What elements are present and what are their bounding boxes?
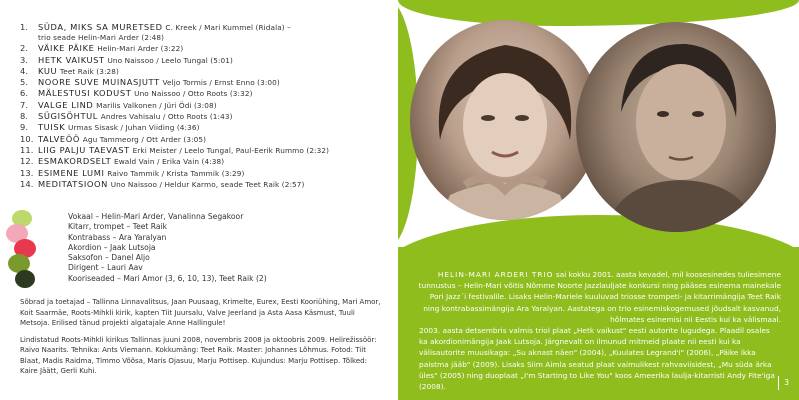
trio-name: HELIN-MARI ARDERI TRIO xyxy=(437,270,554,279)
track-credit: Uno Naissoo / Heldur Karmo, seade Teet Raik (2:57) xyxy=(110,179,305,189)
track-credit: Uno Naissoo / Otto Roots (3:32) xyxy=(134,89,253,99)
track-item xyxy=(20,111,380,122)
track-credit: Uno Naissoo / Leelo Tungal (5:01) xyxy=(107,55,233,65)
track-credit: Veljo Tormis / Ernst Enno (3:00) xyxy=(162,78,280,88)
dot-dark xyxy=(15,270,35,288)
track-body xyxy=(38,179,380,190)
track-body xyxy=(38,66,380,77)
track-number: 2. xyxy=(20,43,29,54)
track-body xyxy=(38,43,380,54)
man-photo-icon xyxy=(576,22,776,232)
track-title: ESMAKORDSELT xyxy=(38,156,112,167)
personnel-item: Saksofon – Danel Aljo xyxy=(68,253,150,263)
track-title: VÄIKE PÄIKE xyxy=(38,43,95,54)
track-number: 8. xyxy=(20,111,29,122)
track-body xyxy=(38,168,380,179)
track-number: 6. xyxy=(20,88,29,99)
track-title: SÜDA, MIKS SA MURETSED xyxy=(38,22,163,32)
bio-text-1: sai kokku 2001. aasta kevadel, mil koosesinedes tuliesimene tunnustus – Helin-Mari võitis Nõmme Noorte Jazzlauljate konkursi ning pääses esinema mainekale Pori Jazz´i festivalile. Lisaks Helin-Mariele kuuluvad triosse trompeti- ja kitarrimängija Teet Raik ning kontrabassimängija Ara Yaralyan. Aastatega on trio esinemiskogemused jõudsalt kasvanud, hõlmates esinemisi nii Eestis kui ka välismaal. xyxy=(418,270,781,324)
track-item xyxy=(20,88,380,99)
track-number: 7. xyxy=(20,99,29,110)
track-title: VALGE LIND xyxy=(38,99,94,110)
track-title: TUISK xyxy=(38,122,66,133)
track-item xyxy=(20,77,380,88)
personnel-item: Kooriseaded – Mari Amor (3, 6, 10, 13), Teet Raik (2) xyxy=(68,273,267,283)
track-body xyxy=(38,134,380,145)
track-number: 14. xyxy=(20,178,34,189)
thanks-paragraph: Sõbrad ja toetajad – Tallinna Linnavalitsus, Jaan Puusaag, Krimelte, Eurex, Eesti Kooriühing, Mari Amor, Koit Saarmäe, Roots-Mihkli kirik, kapten Tiit Juursalu, Valve Jeerland ja Asta Aasa Käsmust, Tuuli Metsoja. Erilised tänud projekti algatajale Anne Hallingule! xyxy=(20,298,381,327)
color-dots xyxy=(6,210,46,290)
track-item xyxy=(20,22,380,33)
track-number: 12. xyxy=(20,156,34,167)
track-credit: Helin-Mari Arder (3:22) xyxy=(97,44,184,54)
track-number: 13. xyxy=(20,167,34,178)
bio-paragraph-1 xyxy=(398,269,799,325)
track-title: TALVEÖÖ xyxy=(38,133,80,144)
personnel-item: Vokaal – Helin-Mari Arder, Vanalinna Segakoor xyxy=(68,212,244,221)
track-title: NOORE SUVE MUINASJUTT xyxy=(38,77,160,88)
track-number: 1. xyxy=(20,22,29,32)
woman-photo-icon xyxy=(410,20,600,220)
track-item xyxy=(20,168,380,179)
track-title: HETK VAIKUST xyxy=(38,54,105,65)
left-page xyxy=(0,0,398,400)
track-number: 11. xyxy=(20,144,34,155)
green-blob-top xyxy=(398,0,799,26)
track-item xyxy=(20,156,380,167)
track-body xyxy=(38,22,380,33)
track-title: KUU xyxy=(38,65,58,76)
track-credit: Urmas Sisask / Juhan Viiding (4:36) xyxy=(68,123,200,133)
green-blob-bottom xyxy=(398,215,799,275)
track-item xyxy=(20,134,380,145)
track-credit: Teet Raik (3:28) xyxy=(59,66,119,76)
track-body xyxy=(38,111,380,122)
man-portrait xyxy=(576,22,776,232)
track-body xyxy=(38,100,380,111)
track-credit: Erki Meister / Leelo Tungal, Paul-Eerik Rummo (2:32) xyxy=(132,145,330,155)
track-body xyxy=(38,156,380,167)
track-number: 3. xyxy=(20,54,29,65)
track-title: LIIG PALJU TAEVAST xyxy=(38,144,130,155)
track-number: 9. xyxy=(20,122,29,133)
personnel-item: Dirigent – Lauri Aav xyxy=(68,263,143,273)
woman-portrait xyxy=(410,20,600,220)
track-title: SÜGISÖHTUL xyxy=(38,111,99,122)
track-item xyxy=(20,55,380,66)
track-subline xyxy=(20,33,380,43)
track-body xyxy=(38,88,380,99)
track-item xyxy=(20,100,380,111)
personnel-item: Akordion – Jaak Lutsoja xyxy=(68,242,156,252)
track-credit: Ewald Vain / Erika Vain (4:38) xyxy=(114,157,225,167)
track-body xyxy=(38,145,380,156)
track-title: MEDITATSIOON xyxy=(38,178,108,189)
track-credit: C. Kreek / Mari Kummel (Ridala) – xyxy=(165,23,291,32)
track-number: 10. xyxy=(20,133,34,144)
track-arranger: trio seade Helin-Mari Arder (2:48) xyxy=(38,33,165,43)
track-list xyxy=(20,22,380,190)
personnel-item: Kontrabass – Ara Yaralyan xyxy=(68,232,167,242)
track-number: 5. xyxy=(20,77,29,88)
photo-panel xyxy=(398,0,799,247)
track-body xyxy=(38,122,380,133)
personnel-item: Kitarr, trompet – Teet Raik xyxy=(68,222,168,232)
right-page xyxy=(398,0,799,400)
page-number: 3 xyxy=(778,376,789,390)
track-title: MÄLESTUSI KODUST xyxy=(38,88,132,99)
track-credit: Raivo Tammik / Krista Tammik (3:29) xyxy=(107,168,245,178)
track-number: 4. xyxy=(20,65,29,76)
track-credit: Agu Tammeorg / Ott Arder (3:05) xyxy=(82,134,207,144)
liner-notes xyxy=(20,297,382,383)
track-body xyxy=(38,55,380,66)
personnel-list xyxy=(68,212,267,284)
track-item xyxy=(20,145,380,156)
track-item xyxy=(20,66,380,77)
bio-paragraph-2: 2003. aasta detsembris valmis triol plaat „Hetk vaikust" eesti autorite lugudega. Plaadil osales ka akordionimängija Jaak Lutsoja. Järgnevalt on ilmunud mitmeid plaate nii eesti kui ka välisautorite muusikaga: „Su aknast näen" (2004), „Kuulates Legrand'i" (2006), „Päike ikka paistma jääb" (2009). Lisaks Siim Aimla seatud plaat vaimulikest rahvaviisidest, „Mu süda ärka üles" (2005) ning duoplaat „I'm Starting to Like You" koos Ameerika laulja-kitarristi Andy Fite'iga (2008). xyxy=(419,326,775,392)
track-credit: Marilis Valkonen / Jüri Ödi (3:08) xyxy=(96,100,217,110)
track-item xyxy=(20,43,380,54)
recording-credits: Lindistatud Roots-Mihkli kirikus Tallinnas juuni 2008, novembris 2008 ja oktoobris 2009. Helirežissöör: Raivo Naarits. Tehnika: Ants Viemann. Kokkumäng: Teet Raik. Master: Johannes Lõhmus. Fotod: Tiit Blaat, Madis Raidma, Timmo Võõsa, Maris Ojasuu, Marju Pottisep. Kujundus: Marju Pottisep. Tõlked: Kaire Jäätt, Gerli Kuhi. xyxy=(20,335,377,375)
track-credit: Andres Vahisalu / Otto Roots (1:43) xyxy=(100,112,233,122)
track-item xyxy=(20,122,380,133)
track-title: ESIMENE LUMI xyxy=(38,167,105,178)
track-body xyxy=(38,77,380,88)
track-item xyxy=(20,179,380,190)
